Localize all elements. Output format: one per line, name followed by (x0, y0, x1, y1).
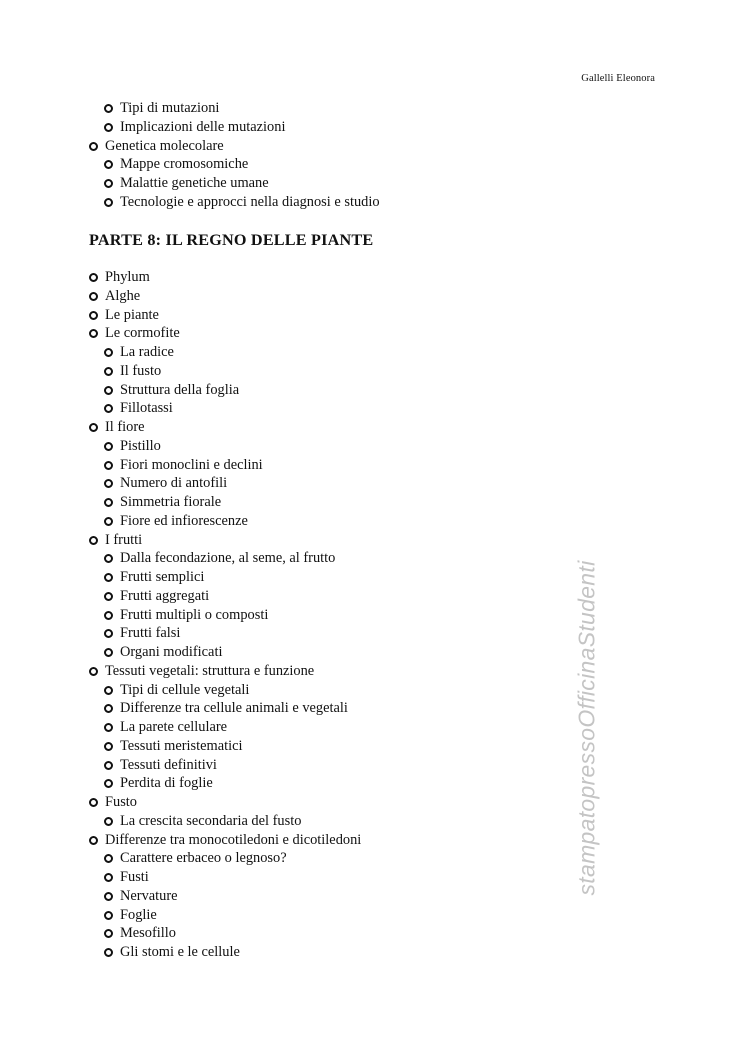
outline-item-label: Dalla fecondazione, al seme, al frutto (120, 550, 336, 567)
outline-item-label: La crescita secondaria del fusto (120, 812, 302, 829)
outline-item-label: Fiori monoclini e declini (120, 456, 263, 473)
outline-item-label: Frutti multipli o composti (120, 606, 269, 623)
outline-subitem (89, 493, 361, 512)
outline-item-label: Simmetria fiorale (120, 494, 222, 510)
hollow-circle-bullet-icon (89, 798, 98, 807)
hollow-circle-bullet-icon (104, 498, 113, 507)
outline-subitem (89, 774, 361, 793)
hollow-circle-bullet-icon (104, 911, 113, 920)
outline-item (89, 287, 361, 306)
outline-item (89, 268, 361, 287)
outline-subitem (89, 943, 361, 962)
hollow-circle-bullet-icon (104, 704, 113, 713)
outline-item-label: Mappe cromosomiche (120, 156, 249, 173)
outline-subitem (89, 624, 361, 643)
hollow-circle-bullet-icon (89, 667, 98, 676)
hollow-circle-bullet-icon (104, 592, 113, 601)
hollow-circle-bullet-icon (89, 536, 98, 545)
hollow-circle-bullet-icon (104, 479, 113, 488)
outline-item-label: Differenze tra cellule animali e vegetali (120, 700, 348, 717)
outline-subitem (89, 587, 361, 606)
hollow-circle-bullet-icon (89, 273, 98, 282)
outline-subitem (89, 362, 361, 381)
outline-subitem (89, 399, 361, 418)
outline-subitem (89, 756, 361, 775)
hollow-circle-bullet-icon (104, 761, 113, 770)
outline-subitem (89, 812, 361, 831)
hollow-circle-bullet-icon (104, 573, 113, 582)
outline-item-label: Fusti (120, 869, 149, 885)
outline-item-label: Foglie (120, 906, 157, 923)
outline-item-label: Frutti aggregati (120, 587, 210, 604)
hollow-circle-bullet-icon (104, 817, 113, 826)
outline-subitem (89, 849, 361, 868)
hollow-circle-bullet-icon (104, 123, 113, 132)
outline-subitem (89, 155, 380, 174)
hollow-circle-bullet-icon (104, 367, 113, 376)
outline-item-label: Implicazioni delle mutazioni (120, 118, 286, 135)
outline-subitem (89, 924, 361, 943)
hollow-circle-bullet-icon (104, 404, 113, 413)
outline-item-label: Phylum (105, 269, 150, 285)
outline-subitem (89, 699, 361, 718)
outline-subitem (89, 512, 361, 531)
outline-item (89, 531, 361, 550)
outline-subitem (89, 549, 361, 568)
outline-subitem (89, 118, 380, 137)
outline-item (89, 306, 361, 325)
outline-item-label: Alghe (105, 287, 141, 304)
outline-subitem (89, 887, 361, 906)
outline-item (89, 662, 361, 681)
hollow-circle-bullet-icon (104, 779, 113, 788)
hollow-circle-bullet-icon (104, 198, 113, 207)
outline-item-label: Le cormofite (105, 325, 180, 342)
outline-item-label: Il fiore (105, 419, 145, 435)
outline-item (89, 137, 380, 156)
hollow-circle-bullet-icon (104, 742, 113, 751)
outline-subitem (89, 343, 361, 362)
hollow-circle-bullet-icon (89, 423, 98, 432)
hollow-circle-bullet-icon (104, 854, 113, 863)
outline-item-label: Malattie genetiche umane (120, 175, 269, 191)
outline-item-label: Mesofillo (120, 925, 176, 942)
outline-item-label: Gli stomi e le cellule (120, 944, 240, 960)
outline-item-label: Nervature (120, 887, 178, 904)
hollow-circle-bullet-icon (89, 329, 98, 338)
outline-item-label: La parete cellulare (120, 719, 228, 735)
outline-item-label: I frutti (105, 531, 143, 548)
hollow-circle-bullet-icon (89, 292, 98, 301)
hollow-circle-bullet-icon (104, 442, 113, 451)
outline-item-label: La radice (120, 344, 174, 360)
outline-item-label: Fiore ed infiorescenze (120, 512, 248, 529)
hollow-circle-bullet-icon (104, 179, 113, 188)
outline-list-part-8 (89, 268, 361, 962)
hollow-circle-bullet-icon (104, 629, 113, 638)
outline-item (89, 831, 361, 850)
outline-subitem (89, 474, 361, 493)
outline-item-label: Tipi di cellule vegetali (120, 681, 250, 698)
outline-item-label: Tessuti definitivi (120, 756, 217, 773)
outline-subitem (89, 99, 380, 118)
hollow-circle-bullet-icon (104, 160, 113, 169)
outline-item-label: Tessuti meristematici (120, 737, 243, 754)
outline-item-label: Carattere erbaceo o legnoso? (120, 850, 287, 867)
outline-subitem (89, 737, 361, 756)
hollow-circle-bullet-icon (104, 348, 113, 357)
hollow-circle-bullet-icon (104, 104, 113, 113)
outline-item (89, 324, 361, 343)
outline-item-label: Frutti semplici (120, 569, 205, 585)
hollow-circle-bullet-icon (89, 311, 98, 320)
hollow-circle-bullet-icon (104, 554, 113, 563)
outline-item-label: Le piante (105, 306, 159, 323)
hollow-circle-bullet-icon (104, 929, 113, 938)
hollow-circle-bullet-icon (104, 873, 113, 882)
outline-subitem (89, 437, 361, 456)
outline-item-label: Organi modificati (120, 644, 223, 660)
hollow-circle-bullet-icon (104, 461, 113, 470)
outline-item-label: Fusto (105, 794, 137, 810)
outline-item-label: Differenze tra monocotiledoni e dicotiledoni (105, 831, 362, 848)
outline-subitem (89, 174, 380, 193)
outline-item-label: Tessuti vegetali: struttura e funzione (105, 662, 315, 679)
outline-subitem (89, 906, 361, 925)
outline-subitem (89, 681, 361, 700)
hollow-circle-bullet-icon (104, 892, 113, 901)
outline-item-label: Frutti falsi (120, 625, 181, 642)
outline-item-label: Struttura della foglia (120, 381, 240, 398)
outline-item-label: Tecnologie e approcci nella diagnosi e studio (120, 193, 380, 210)
outline-list-continued (89, 99, 380, 212)
outline-subitem (89, 643, 361, 662)
watermark: stampatopressoOfficinaStudenti (573, 560, 600, 896)
hollow-circle-bullet-icon (104, 686, 113, 695)
outline-item-label: Perdita di foglie (120, 775, 213, 792)
outline-subitem (89, 193, 380, 212)
hollow-circle-bullet-icon (104, 648, 113, 657)
header-author: Gallelli Eleonora (581, 73, 655, 84)
outline-subitem (89, 718, 361, 737)
outline-item-label: Numero di antofili (120, 475, 228, 492)
outline-subitem (89, 606, 361, 625)
outline-item-label: Pistillo (120, 437, 161, 454)
hollow-circle-bullet-icon (104, 948, 113, 957)
hollow-circle-bullet-icon (104, 723, 113, 732)
outline-item-label: Il fusto (120, 362, 162, 379)
hollow-circle-bullet-icon (89, 142, 98, 151)
hollow-circle-bullet-icon (104, 386, 113, 395)
outline-item-label: Tipi di mutazioni (120, 100, 220, 116)
section-heading: PARTE 8: IL REGNO DELLE PIANTE (89, 231, 374, 249)
outline-subitem (89, 456, 361, 475)
outline-subitem (89, 568, 361, 587)
outline-item (89, 418, 361, 437)
hollow-circle-bullet-icon (104, 517, 113, 526)
outline-item-label: Fillotassi (120, 400, 173, 417)
hollow-circle-bullet-icon (89, 836, 98, 845)
outline-subitem (89, 381, 361, 400)
outline-item-label: Genetica molecolare (105, 137, 224, 154)
hollow-circle-bullet-icon (104, 611, 113, 620)
outline-item (89, 793, 361, 812)
outline-subitem (89, 868, 361, 887)
